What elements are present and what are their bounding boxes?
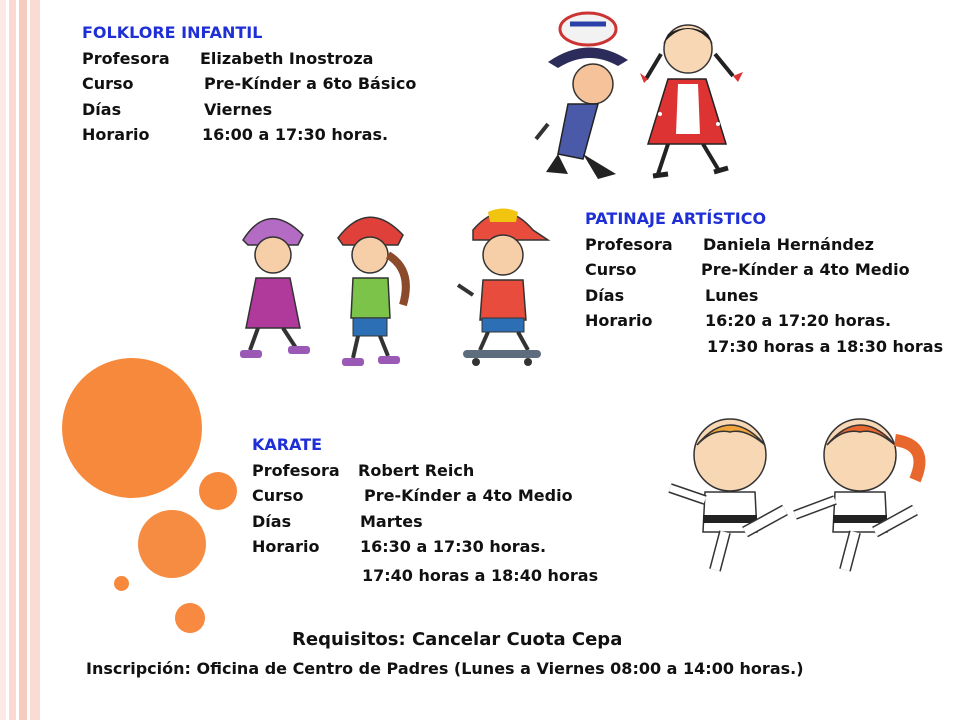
patinaje-title: PATINAJE ARTÍSTICO xyxy=(585,209,767,228)
patinaje-row-profesora xyxy=(585,232,945,258)
patinaje-row-curso xyxy=(585,257,945,283)
row-value: Lunes xyxy=(705,285,759,305)
folklore-title: FOLKLORE INFANTIL xyxy=(82,23,263,42)
karate-section xyxy=(252,432,632,588)
row-label: Profesora xyxy=(252,460,340,480)
patinaje-section xyxy=(585,206,945,359)
decorative-circle-large xyxy=(62,358,202,498)
row-label: Curso xyxy=(585,260,637,279)
karate-row-profesora xyxy=(252,458,632,484)
decorative-circle xyxy=(175,603,205,633)
row-label: Días xyxy=(82,99,122,119)
folklore-row-dias xyxy=(82,97,502,123)
requisitos-text: Requisitos: Cancelar Cuota Cepa xyxy=(292,629,623,650)
decorative-circle xyxy=(114,576,129,591)
karate-kids-illustration xyxy=(645,410,940,580)
skating-kids-illustration xyxy=(218,200,558,380)
row-label: Horario xyxy=(585,311,653,330)
folklore-row-profesora xyxy=(82,46,502,72)
folk-dancers-illustration xyxy=(528,4,758,189)
row-value: Daniela Hernández xyxy=(703,234,874,254)
folklore-row-horario xyxy=(82,122,502,148)
patinaje-row-dias xyxy=(585,283,945,309)
row-label: Profesora xyxy=(82,48,170,68)
row-label: Profesora xyxy=(585,234,673,254)
row-value: Pre-Kínder a 4to Medio xyxy=(364,486,573,505)
patinaje-row-horario xyxy=(585,308,945,334)
row-value: 17:40 horas a 18:40 horas xyxy=(362,565,599,585)
row-value: 16:00 a 17:30 horas. xyxy=(202,125,389,144)
row-label: Días xyxy=(585,285,625,305)
karate-row-horario xyxy=(252,534,632,560)
row-value: Martes xyxy=(360,511,423,531)
karate-title: KARATE xyxy=(252,435,323,454)
karate-row-curso xyxy=(252,483,632,509)
folklore-section xyxy=(82,20,502,148)
row-value: 16:20 a 17:20 horas. xyxy=(705,311,892,330)
row-value: Viernes xyxy=(204,99,273,119)
inscripcion-text: Inscripción: Oficina de Centro de Padres (Lunes a Viernes 08:00 a 14:00 horas.) xyxy=(86,659,804,678)
decorative-circle xyxy=(199,472,237,510)
row-value: Elizabeth Inostroza xyxy=(200,48,374,68)
folklore-row-curso xyxy=(82,71,502,97)
karate-row-horario-2 xyxy=(252,563,632,589)
row-label: Días xyxy=(252,511,292,531)
row-value: Pre-Kínder a 6to Básico xyxy=(204,74,417,93)
karate-row-dias xyxy=(252,509,632,535)
patinaje-row-horario-2 xyxy=(585,334,945,360)
row-label: Horario xyxy=(82,125,150,144)
row-label: Horario xyxy=(252,537,320,556)
row-value: Pre-Kínder a 4to Medio xyxy=(701,260,910,279)
decorative-circle xyxy=(138,510,206,578)
row-value: Robert Reich xyxy=(358,460,475,480)
row-value: 16:30 a 17:30 horas. xyxy=(360,537,547,556)
row-label: Curso xyxy=(252,486,304,505)
decorative-side-stripes xyxy=(0,0,48,720)
row-label: Curso xyxy=(82,74,134,93)
row-value: 17:30 horas a 18:30 horas xyxy=(707,336,944,356)
